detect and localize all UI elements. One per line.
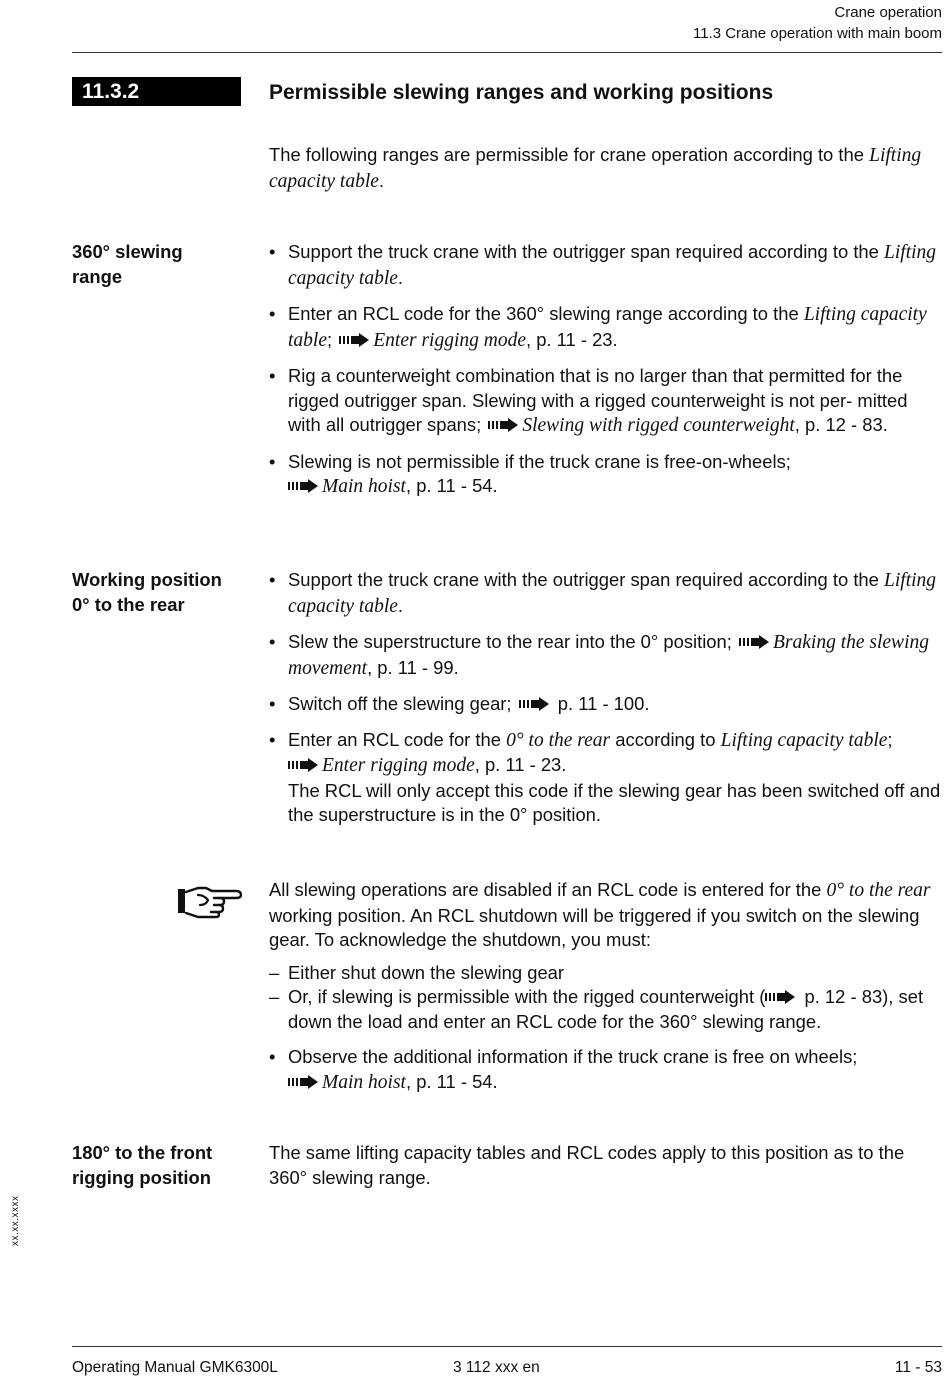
label-360-line1: 360° slewing <box>72 241 183 262</box>
xref-page[interactable]: p. 11 - 100. <box>557 693 650 714</box>
cross-reference-arrow-icon <box>765 990 797 1004</box>
cross-reference-arrow-icon <box>288 1075 320 1089</box>
note-bullet-list <box>269 1045 941 1095</box>
label-rear-line1: Working position <box>72 569 222 590</box>
bullet-ref: Lifting capacity table <box>288 242 937 289</box>
footer-manual: Operating Manual GMK6300L <box>72 1359 278 1376</box>
note-ref: 0° to the rear <box>826 880 931 901</box>
section-title: Permissible slewing ranges and working positions <box>269 81 774 104</box>
header-subchapter: 11.3 Crane operation with main boom <box>692 25 942 42</box>
xref-page: , p. 12 - 83. <box>794 414 888 435</box>
intro-paragraph <box>269 143 941 194</box>
bullet-sep: ; <box>887 728 893 750</box>
label-front-180 <box>72 1141 252 1190</box>
label-360-line2: range <box>72 265 123 287</box>
cross-reference-arrow-icon <box>288 479 320 493</box>
front-180-paragraph <box>269 1141 941 1190</box>
list-item <box>269 240 941 291</box>
bullet-text: Enter an RCL code for the <box>288 728 501 750</box>
list-item <box>269 961 941 986</box>
list-item <box>269 985 941 1034</box>
bullet-ref: Lifting capacity table <box>288 304 927 351</box>
list-item <box>269 302 941 353</box>
list-item <box>269 692 941 717</box>
cross-reference-arrow-icon <box>519 697 551 711</box>
footer-divider <box>72 1346 942 1347</box>
label-front-line2: rigging position <box>72 1166 211 1188</box>
intro-end: . <box>378 169 385 191</box>
bullet-text: Observe the additional information if the truck crane is free on wheels; <box>288 1046 858 1067</box>
xref-link[interactable]: Main hoist <box>322 1071 406 1093</box>
note-text: working position. An RCL shutdown will be triggered if you switch on the slewing gear. To acknowledge the shutdown, you must: <box>269 904 920 950</box>
list-item <box>269 1045 941 1095</box>
intro-text: The following ranges are permissible for crane operation according to the <box>269 144 864 165</box>
xref-page: , p. 11 - 54. <box>405 475 498 496</box>
intro-ref: Lifting capacity table <box>269 145 922 192</box>
xref-link[interactable]: Enter rigging mode <box>373 329 526 351</box>
bullet-text: Support the truck crane with the outrigger span required according to the <box>288 241 879 262</box>
side-document-code: xx.xx.xxxx <box>10 1195 21 1246</box>
xref-page: , p. 11 - 23. <box>474 754 567 775</box>
bullet-text: Slewing is not permissible if the truck crane is free-on-wheels; <box>288 450 791 472</box>
xref-page[interactable]: p. 12 - 83), <box>804 986 894 1007</box>
bullet-text: according to <box>615 728 716 750</box>
label-rear-line2: 0° to the rear <box>72 593 185 615</box>
xref-page: , p. 11 - 23. <box>525 328 618 350</box>
bullet-text: Slew the superstructure to the rear into the 0° position; <box>288 631 732 652</box>
list-item <box>269 630 941 681</box>
xref-link[interactable]: Main hoist <box>322 476 406 497</box>
cross-reference-arrow-icon <box>288 758 320 772</box>
cross-reference-arrow-icon <box>739 635 771 649</box>
xref-link[interactable]: Slewing with rigged counterweight <box>522 415 795 436</box>
bullet-text: Switch off the slewing gear; <box>288 693 512 714</box>
xref-link[interactable]: Braking the slewing movement <box>288 632 929 679</box>
footer-doc-number: 3 112 xxx en <box>453 1359 540 1376</box>
bullet-text: Support the truck crane with the outrigger span required according to the <box>288 569 879 590</box>
bullet-note: The RCL will only accept this code if the slewing gear has been switched off and the superstructure is in the 0° position. <box>288 779 941 825</box>
footer-page-number: 11 - 53 <box>894 1359 942 1376</box>
section-number-badge: 11.3.2 <box>72 77 241 106</box>
front-180-text: The same lifting capacity tables and RCL codes apply to this position as to the 360° slewing range. <box>269 1142 905 1188</box>
cross-reference-arrow-icon <box>339 333 371 347</box>
pointing-hand-icon <box>176 883 242 919</box>
note-text: All slewing operations are disabled if an RCL code is entered for the <box>269 879 822 900</box>
label-working-rear <box>72 568 252 617</box>
list-working-rear <box>269 568 941 839</box>
page-header <box>693 2 942 44</box>
xref-page: , p. 11 - 99. <box>367 656 459 678</box>
bullet-ref: Lifting capacity table <box>288 570 937 617</box>
bullet-end: . <box>397 594 404 616</box>
list-item <box>269 728 941 828</box>
bullet-sep: ; <box>327 328 333 350</box>
header-divider <box>72 52 942 53</box>
list-item <box>269 568 941 619</box>
list-360-slewing <box>269 240 941 511</box>
bullet-text: Rig a counterweight combination that is no larger than that permitted for the rigged outrigger span. Slewing with a rigged counterweight is not per- mitted with all outrigger spans; <box>288 365 908 435</box>
xref-link[interactable]: Enter rigging mode <box>322 755 475 776</box>
bullet-ref: Lifting capacity table <box>720 729 888 751</box>
list-item <box>269 364 941 439</box>
dash-text: set down the load and enter an RCL code for the 360° slewing range. <box>288 986 924 1032</box>
dash-text: Or, if slewing is permissible with the rigged counterweight ( <box>288 986 766 1007</box>
xref-page: , p. 11 - 54. <box>405 1070 498 1092</box>
header-chapter: Crane operation <box>834 4 942 21</box>
cross-reference-arrow-icon <box>488 418 520 432</box>
bullet-text: Enter an RCL code for the 360° slewing range according to the <box>288 303 799 324</box>
list-item <box>269 450 941 500</box>
bullet-ref: 0° to the rear <box>506 729 611 751</box>
note-block <box>269 878 941 1106</box>
dash-text: Either shut down the slewing gear <box>288 961 565 983</box>
label-front-line1: 180° to the front <box>72 1142 213 1163</box>
note-dash-list <box>269 961 941 1035</box>
bullet-end: . <box>397 266 404 288</box>
label-360-slewing <box>72 240 252 289</box>
